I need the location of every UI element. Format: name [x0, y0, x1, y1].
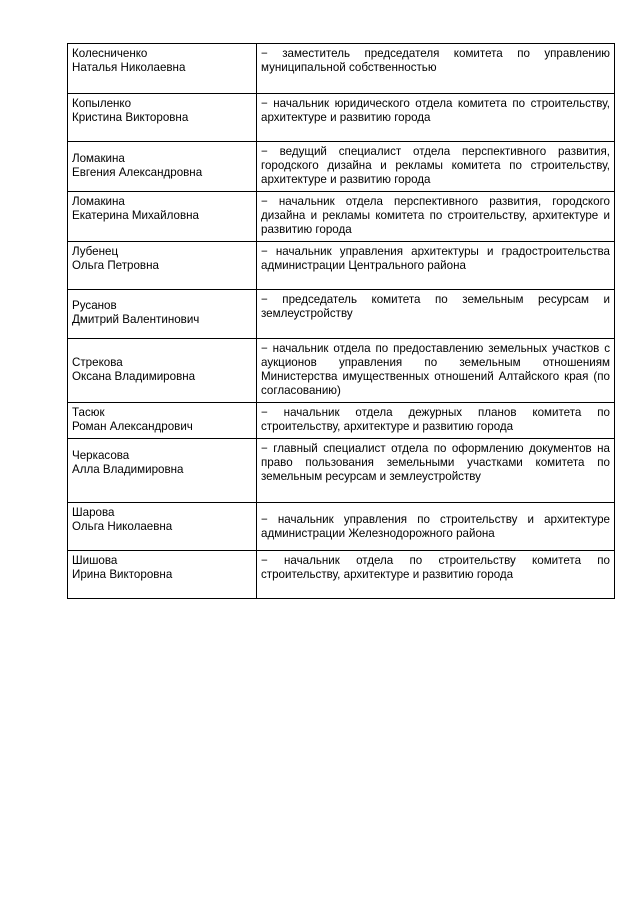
member-role-cell: [257, 290, 615, 339]
member-given-names: Евгения Александровна: [72, 166, 203, 179]
member-role-cell: [257, 242, 615, 290]
member-name-cell: [68, 44, 257, 94]
member-name-cell: [68, 192, 257, 242]
member-role: − начальник юридического отдела комитета по строительству, архитектуре и развитию города: [261, 97, 610, 124]
table-row: [68, 339, 615, 403]
table-row: [68, 439, 615, 503]
table-row: [68, 503, 615, 551]
member-role: − начальник отдела дежурных планов комитета по строительству, архитектуре и развитию города: [261, 406, 610, 433]
member-surname: Стрекова: [72, 356, 123, 369]
member-role: − главный специалист отдела по оформлению документов на право пользования земельными участками комитета по земельным ресурсам и землеустройству: [261, 442, 610, 483]
member-role-cell: [257, 551, 615, 599]
member-surname: Черкасова: [72, 449, 130, 462]
member-surname: Тасюк: [72, 406, 105, 419]
table-row: [68, 290, 615, 339]
member-surname: Колесниченко: [72, 47, 148, 60]
member-role: − председатель комитета по земельным ресурсам и землеустройству: [261, 293, 610, 320]
member-role-cell: [257, 503, 615, 551]
member-role: − начальник отдела перспективного развития, городского дизайна и рекламы комитета по строительству, архитектуре и развитию города: [261, 195, 610, 236]
member-given-names: Екатерина Михайловна: [72, 209, 199, 222]
member-role: − ведущий специалист отдела перспективного развития, городского дизайна и рекламы комитета по строительству, архитектуре и развитию города: [261, 145, 610, 186]
member-surname: Копыленко: [72, 97, 132, 110]
member-name-cell: [68, 94, 257, 142]
member-name-cell: [68, 551, 257, 599]
member-given-names: Ольга Николаевна: [72, 520, 173, 533]
member-surname: Лубенец: [72, 245, 119, 258]
member-name-cell: [68, 290, 257, 339]
member-surname: Шишова: [72, 554, 118, 567]
member-role: − начальник управления архитектуры и градостроительства администрации Центрального района: [261, 245, 610, 272]
member-role: − начальник управления по строительству и архитектуре администрации Железнодорожного района: [261, 513, 610, 540]
member-role-cell: [257, 142, 615, 192]
member-role-cell: [257, 403, 615, 439]
member-name-cell: [68, 339, 257, 403]
member-role-cell: [257, 94, 615, 142]
member-role-cell: [257, 44, 615, 94]
member-given-names: Наталья Николаевна: [72, 61, 186, 74]
table-row: [68, 551, 615, 599]
table-row: [68, 403, 615, 439]
member-surname: Ломакина: [72, 152, 125, 165]
member-name-cell: [68, 142, 257, 192]
member-name-cell: [68, 503, 257, 551]
table-row: [68, 94, 615, 142]
table-row: [68, 242, 615, 290]
table-row: [68, 44, 615, 94]
member-given-names: Ольга Петровна: [72, 259, 159, 272]
member-surname: Ломакина: [72, 195, 125, 208]
member-given-names: Оксана Владимировна: [72, 370, 196, 383]
member-given-names: Роман Александрович: [72, 420, 193, 433]
commission-members-table: [67, 43, 615, 599]
member-surname: Шарова: [72, 506, 115, 519]
table-row: [68, 142, 615, 192]
member-role: − заместитель председателя комитета по управлению муниципальной собственностью: [261, 47, 610, 74]
member-surname: Русанов: [72, 299, 117, 312]
member-role: − начальник отдела по предоставлению земельных участков с аукционов управления по земельным отношениям Министерства имущественных отношений Алтайского края (по согласованию): [261, 342, 610, 397]
member-role-cell: [257, 439, 615, 503]
member-given-names: Ирина Викторовна: [72, 568, 173, 581]
member-given-names: Кристина Викторовна: [72, 111, 189, 124]
member-role-cell: [257, 192, 615, 242]
member-name-cell: [68, 242, 257, 290]
member-given-names: Дмитрий Валентинович: [72, 313, 200, 326]
member-name-cell: [68, 439, 257, 503]
member-role-cell: [257, 339, 615, 403]
table-row: [68, 192, 615, 242]
member-name-cell: [68, 403, 257, 439]
member-role: − начальник отдела по строительству комитета по строительству, архитектуре и развитию города: [261, 554, 610, 581]
member-given-names: Алла Владимировна: [72, 463, 184, 476]
